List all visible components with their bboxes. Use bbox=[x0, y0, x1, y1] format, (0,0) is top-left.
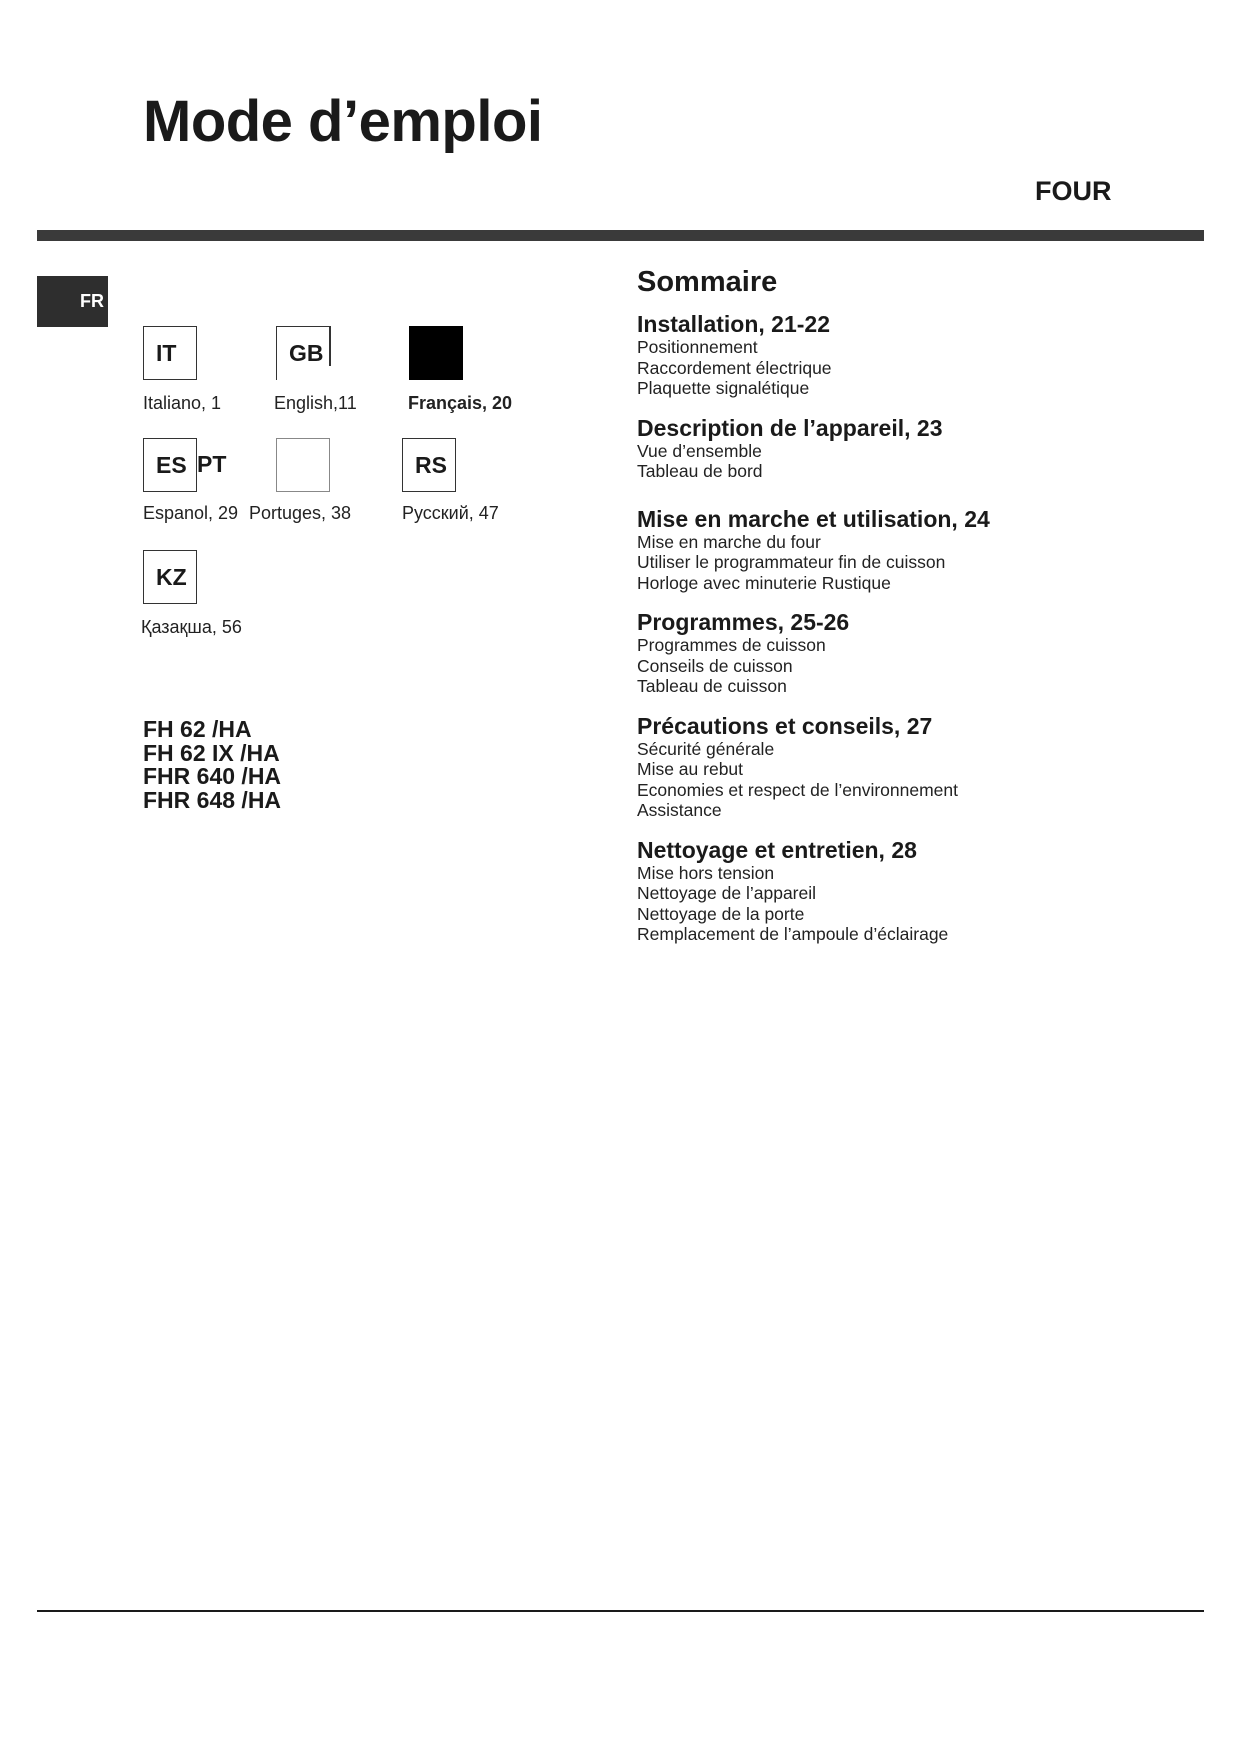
toc-section-nettoyage bbox=[637, 837, 1197, 945]
toc-section-description bbox=[637, 415, 1197, 482]
toc-item: Mise en marche du four bbox=[637, 531, 821, 552]
toc-item: Tableau de cuisson bbox=[637, 676, 787, 696]
toc-item: Economies et respect de l’environnement bbox=[637, 779, 959, 800]
language-code-pt: PT bbox=[197, 451, 227, 477]
language-caption-pt: Portuges, 38 bbox=[249, 503, 352, 523]
toc-heading: Mise en marche et utilisation, 24 bbox=[637, 505, 990, 532]
toc-item: Horloge avec minuterie Rustique bbox=[637, 572, 891, 593]
toc-item: Remplacement de l’ampoule d’éclairage bbox=[637, 924, 949, 944]
model-name: FH 62 IX /HA bbox=[143, 739, 280, 766]
toc-section-mise-en-marche bbox=[637, 506, 1197, 594]
toc-item: Nettoyage de l’appareil bbox=[637, 883, 817, 903]
language-box-es bbox=[143, 438, 197, 492]
toc-item: Nettoyage de la porte bbox=[637, 903, 805, 924]
language-caption-es: Espanol, 29 bbox=[143, 503, 239, 523]
language-code: IT bbox=[156, 339, 177, 366]
language-box-fr bbox=[409, 326, 463, 380]
toc-item: Raccordement électrique bbox=[637, 357, 832, 378]
language-caption-gb: English,11 bbox=[274, 393, 357, 413]
toc-item: Positionnement bbox=[637, 337, 758, 357]
language-caption-kz: Қазақша, 56 bbox=[141, 617, 242, 637]
toc-item: Mise hors tension bbox=[637, 862, 775, 883]
language-code: ES bbox=[156, 451, 187, 478]
language-code: RS bbox=[415, 451, 447, 478]
toc-item: Sécurité générale bbox=[637, 738, 775, 759]
page-title: Mode d’emploi bbox=[143, 89, 543, 154]
toc-heading: Installation, 21-22 bbox=[637, 311, 831, 337]
toc-item: Mise au rebut bbox=[637, 759, 744, 779]
language-box-rs bbox=[402, 438, 456, 492]
language-code: GB bbox=[289, 340, 324, 366]
language-caption-fr: Français, 20 bbox=[408, 393, 513, 413]
table-of-contents bbox=[637, 266, 1197, 961]
toc-heading: Précautions et conseils, 27 bbox=[637, 712, 933, 739]
box-edge bbox=[329, 326, 331, 366]
model-name: FH 62 /HA bbox=[143, 716, 252, 742]
toc-section-precautions bbox=[637, 713, 1197, 821]
language-box-it bbox=[143, 326, 197, 380]
current-language-tab: FR bbox=[37, 276, 108, 327]
toc-item: Vue d’ensemble bbox=[637, 440, 762, 461]
toc-section-programmes bbox=[637, 609, 1197, 697]
toc-heading: Nettoyage et entretien, 28 bbox=[637, 836, 917, 863]
language-box-gb bbox=[276, 326, 330, 380]
model-name: FHR 640 /HA bbox=[143, 763, 282, 789]
toc-item: Plaquette signalétique bbox=[637, 378, 810, 398]
language-box-kz bbox=[143, 550, 197, 604]
toc-section-installation bbox=[637, 311, 1197, 399]
language-code: KZ bbox=[156, 563, 187, 590]
toc-title: Sommaire bbox=[637, 266, 778, 298]
product-type: FOUR bbox=[1035, 176, 1112, 206]
footer-divider bbox=[37, 1610, 1204, 1612]
toc-item: Tableau de bord bbox=[637, 461, 763, 481]
language-box-pt bbox=[276, 438, 330, 492]
toc-item: Assistance bbox=[637, 800, 722, 820]
toc-heading: Description de l’appareil, 23 bbox=[637, 414, 943, 441]
model-name: FHR 648 /HA bbox=[143, 786, 282, 813]
toc-item: Utiliser le programmateur fin de cuisson bbox=[637, 552, 946, 572]
model-list bbox=[143, 718, 281, 812]
language-caption-rs: Русский, 47 bbox=[402, 503, 499, 523]
language-caption-it: Italiano, 1 bbox=[143, 393, 222, 413]
toc-item: Programmes de cuisson bbox=[637, 635, 826, 655]
toc-heading: Programmes, 25-26 bbox=[637, 609, 850, 635]
header-divider bbox=[37, 230, 1204, 241]
toc-item: Conseils de cuisson bbox=[637, 655, 793, 676]
